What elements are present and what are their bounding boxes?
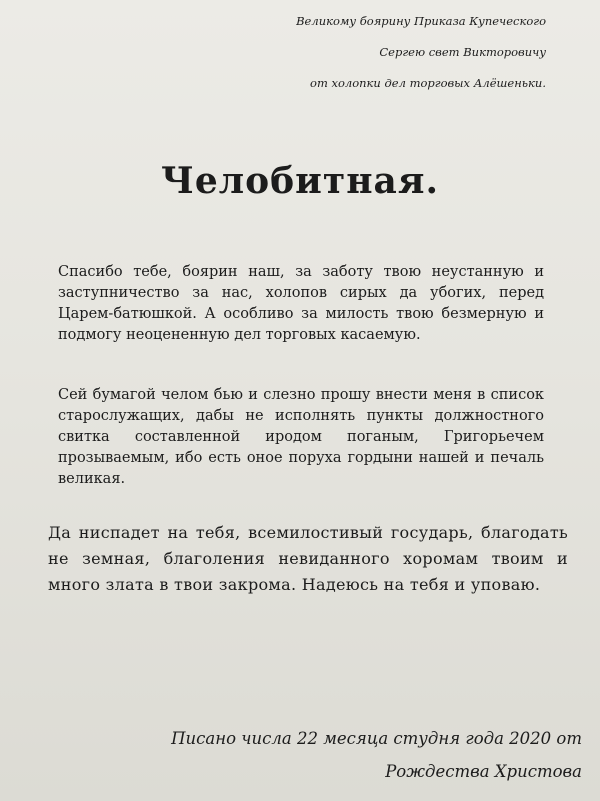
addressee-block [126, 6, 546, 99]
paragraph-gratitude: Спасибо тебе, боярин наш, за заботу твою неустанную и заступничество за нас, холопов сирых да убогих, перед Царем-батюшкой. А особливо за милость твою безмерную и подмогу неоцененную дел торговых касаемую. [58, 264, 544, 343]
signature-date-block [112, 722, 582, 788]
addressee-line: Великому боярину Приказа Купеческого [296, 14, 546, 28]
paragraph-request: Сей бумагой челом бью и слезно прошу внести меня в список старослужащих, дабы не исполнять пункты должностного свитка составленной иродом поганым, Григорьечем прозываемым, ибо есть оное поруха гордыни нашей и печаль великая. [58, 387, 544, 487]
signature-line: Рождества Христова [385, 762, 582, 781]
document-title: Челобитная. [161, 160, 439, 202]
addressee-line: от холопки дел торговых Алёшеньки. [310, 76, 546, 90]
signature-line: Писано числа 22 месяца студня года 2020 от [171, 729, 582, 748]
paragraph-blessing: Да ниспадет на тебя, всемилостивый государь, благодать не земная, благоления невиданного хоромам твоим и много злата в твои закрома. Надеюсь на тебя и уповаю. [48, 523, 568, 594]
addressee-line: Сергею свет Викторовичу [379, 45, 546, 59]
